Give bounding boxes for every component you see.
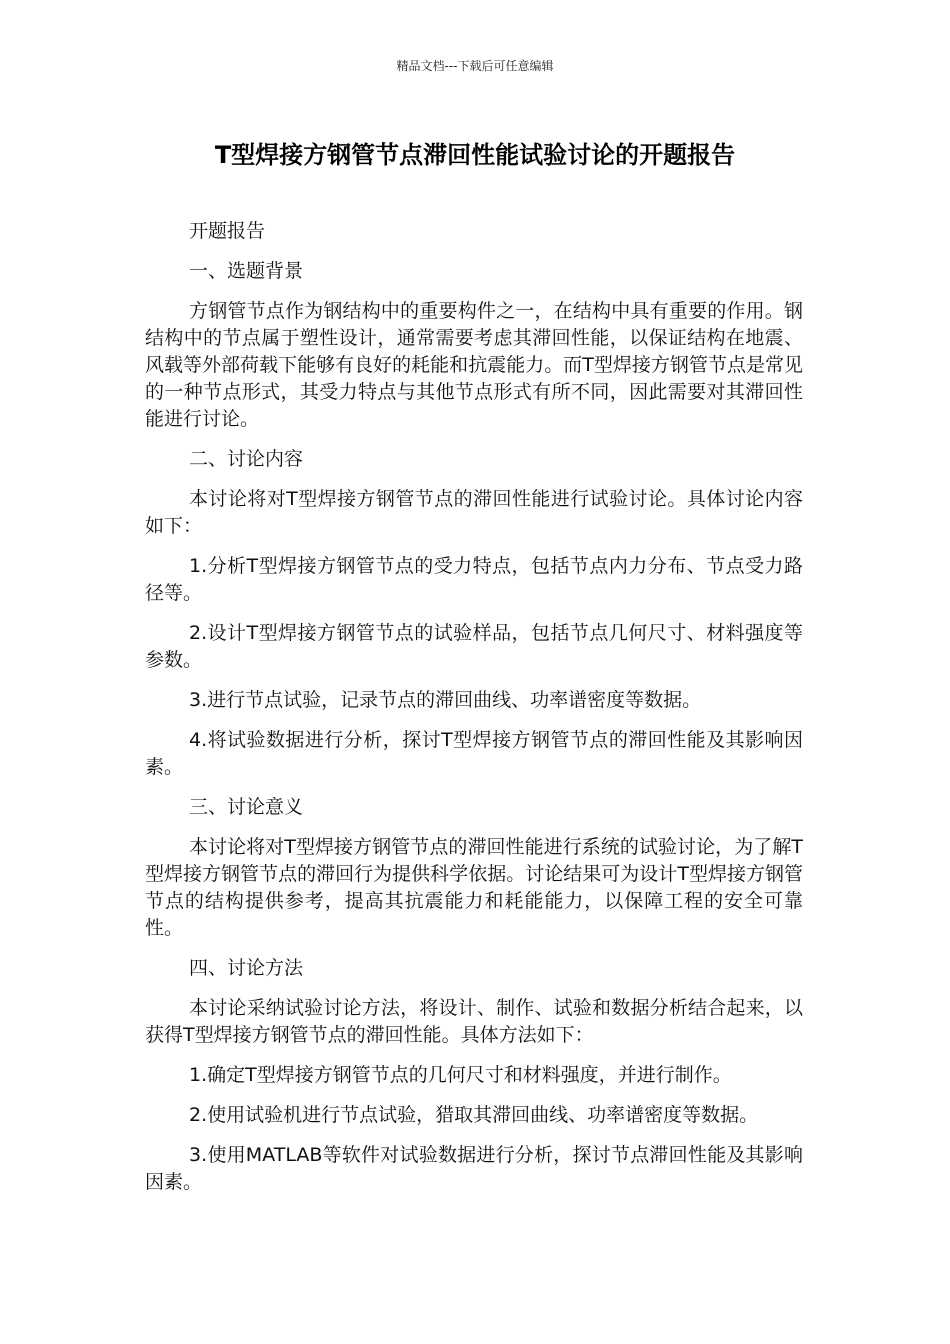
section-heading-method: 四、讨论方法 (189, 957, 304, 979)
paragraph-background: 方钢管节点作为钢结构中的重要构件之一，在结构中具有重要的作用。钢结构中的节点属于塑性设计，通常需要考虑其滞回性能，以保证结构在地震、风载等外部荷载下能够有良好的耗能和抗震能力。而T型焊接方钢管节点是常见的一种节点形式，其受力特点与其他节点形式有所不同，因此需要对其滞回性能进行讨论。 (145, 300, 803, 430)
paragraph-significance: 本讨论将对T型焊接方钢管节点的滞回性能进行系统的试验讨论，为了解T型焊接方钢管节点的滞回行为提供科学依据。讨论结果可为设计T型焊接方钢管节点的结构提供参考，提高其抗震能力和耗能能力，以保障工程的安全可靠性。 (145, 836, 803, 939)
document-title: T型焊接方钢管节点滞回性能试验讨论的开题报告 (214, 141, 736, 169)
list-item: 3.使用MATLAB等软件对试验数据进行分析，探讨节点滞回性能及其影响因素。 (145, 1144, 803, 1193)
section-heading-significance: 三、讨论意义 (189, 796, 304, 818)
list-item: 4.将试验数据进行分析，探讨T型焊接方钢管节点的滞回性能及其影响因素。 (145, 729, 803, 778)
list-item: 1.分析T型焊接方钢管节点的受力特点，包括节点内力分布、节点受力路径等。 (145, 555, 803, 604)
paragraph-method-intro: 本讨论采纳试验讨论方法，将设计、制作、试验和数据分析结合起来，以获得T型焊接方钢管节点的滞回性能。具体方法如下： (145, 997, 803, 1046)
document-body (145, 218, 803, 1209)
list-item: 3.进行节点试验，记录节点的滞回曲线、功率谱密度等数据。 (189, 689, 702, 711)
paragraph-content-intro: 本讨论将对T型焊接方钢管节点的滞回性能进行试验讨论。具体讨论内容如下： (145, 488, 803, 537)
section-heading-background: 一、选题背景 (189, 260, 304, 282)
list-item: 2.使用试验机进行节点试验，猎取其滞回曲线、功率谱密度等数据。 (189, 1104, 759, 1126)
header-note: 精品文档---下载后可任意编辑 (396, 59, 554, 73)
list-item: 2.设计T型焊接方钢管节点的试验样品，包括节点几何尺寸、材料强度等参数。 (145, 622, 803, 671)
paragraph-heading-report: 开题报告 (189, 220, 266, 242)
section-heading-content: 二、讨论内容 (189, 448, 304, 470)
list-item: 1.确定T型焊接方钢管节点的几何尺寸和材料强度，并进行制作。 (189, 1064, 732, 1086)
